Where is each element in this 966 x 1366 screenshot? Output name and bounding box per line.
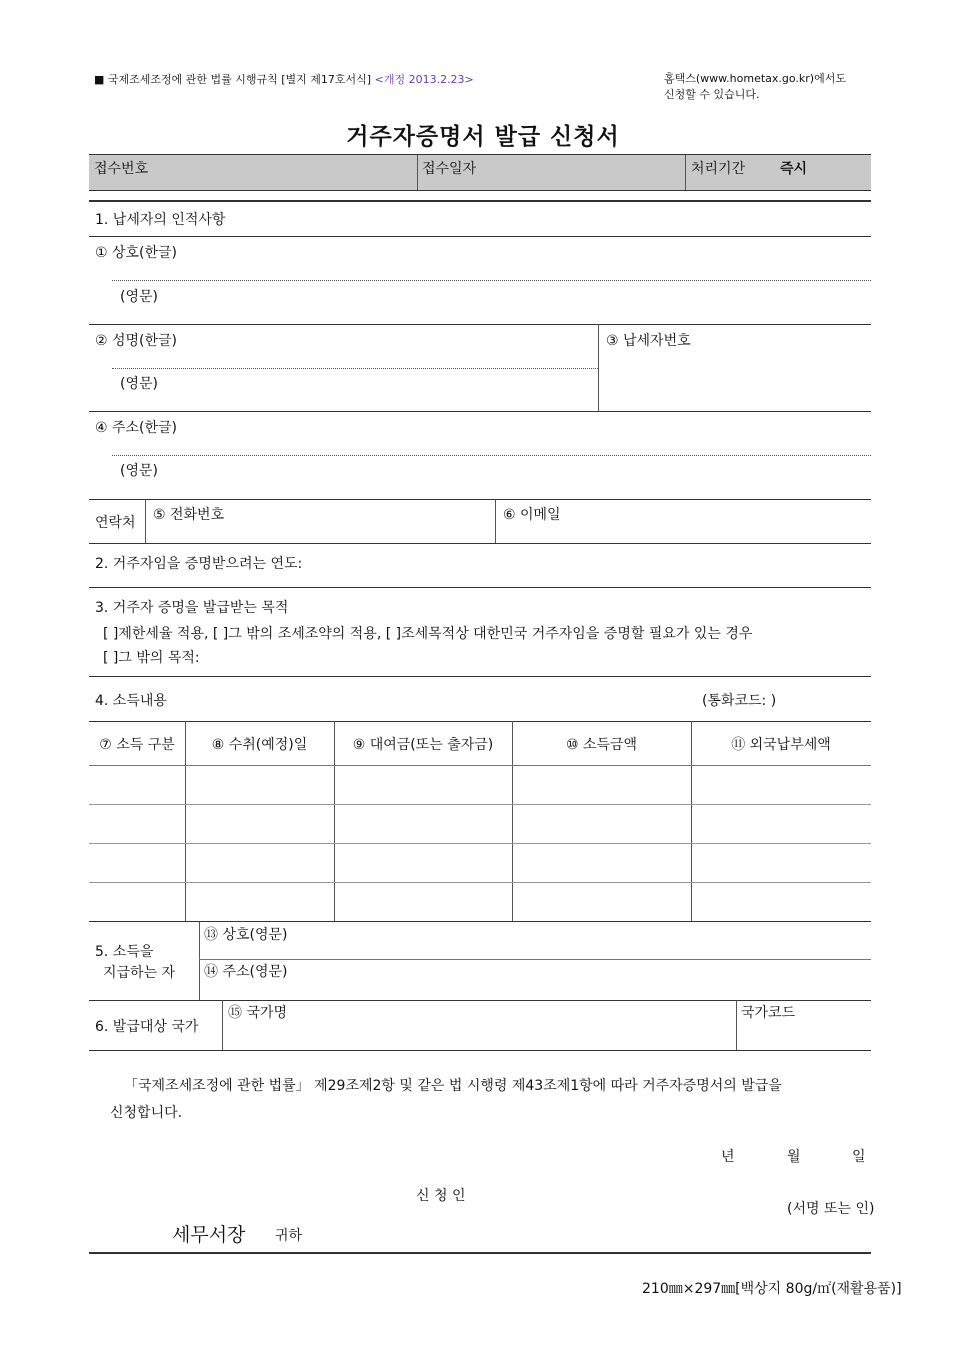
declaration-line2: 신청합니다.	[110, 1105, 183, 1121]
receipt-number-label: 접수번호	[94, 161, 149, 177]
section2-heading[interactable]: 2. 거주자임을 증명받으려는 연도:	[95, 556, 303, 572]
receipt-row	[89, 154, 871, 191]
processing-period-value: 즉시	[780, 161, 808, 177]
col-loan-amount: ⑨ 대여금(또는 출자금)	[352, 737, 494, 753]
processing-period-label: 처리기간	[691, 161, 746, 177]
contact-label: 연락처	[95, 515, 136, 531]
date-month[interactable]: 월	[787, 1149, 801, 1165]
currency-code-label[interactable]: (통화코드: )	[702, 693, 777, 709]
address-kr-label[interactable]: ④ 주소(한글)	[95, 420, 178, 436]
honorific: 귀하	[275, 1228, 303, 1244]
country-name-label[interactable]: ⑮ 국가명	[228, 1005, 288, 1021]
section5-heading-line2: 지급하는 자	[103, 965, 176, 981]
date-year[interactable]: 년	[721, 1149, 735, 1165]
phone-label[interactable]: ⑤ 전화번호	[153, 507, 225, 523]
paper-spec: 210㎜×297㎜[백상지 80g/㎡(재활용품)]	[642, 1281, 902, 1297]
form-basis: ■ 국제조세조정에 관한 법률 시행규칙 [별지 제17호서식] <개정 2013.2.23>	[94, 73, 474, 86]
name-kr-label[interactable]: ② 성명(한글)	[95, 333, 178, 349]
col-receipt-date: ⑧ 수취(예정)일	[211, 737, 308, 753]
page-title: 거주자증명서 발급 신청서	[346, 124, 620, 150]
applicant-label: 신 청 인	[416, 1188, 466, 1204]
col-income-amount: ⑩ 소득금액	[565, 737, 638, 753]
col-income-type: ⑦ 소득 구분	[99, 737, 175, 753]
country-code-label[interactable]: 국가코드	[741, 1005, 796, 1021]
date-day[interactable]: 일	[852, 1149, 866, 1165]
address-en-label[interactable]: (영문)	[120, 463, 158, 479]
section5-heading-line1: 5. 소득을	[95, 944, 154, 960]
email-label[interactable]: ⑥ 이메일	[503, 507, 561, 523]
purpose-options-line2[interactable]: [ ]그 밖의 목적:	[103, 650, 200, 666]
revision-note: <개정 2013.2.23>	[374, 73, 474, 86]
section4-heading: 4. 소득내용	[95, 693, 167, 709]
receipt-date-label: 접수일자	[422, 161, 477, 177]
payer-company-en-label[interactable]: ⑬ 상호(영문)	[204, 927, 288, 943]
company-kr-label[interactable]: ① 상호(한글)	[95, 245, 178, 261]
section6-heading: 6. 발급대상 국가	[95, 1019, 199, 1035]
col-foreign-tax: ⑪ 외국납부세액	[731, 737, 831, 753]
income-table-body[interactable]	[89, 766, 871, 921]
section3-heading: 3. 거주자 증명을 발급받는 목적	[95, 600, 289, 616]
tax-office-head: 세무서장	[172, 1224, 246, 1246]
taxpayer-number-label[interactable]: ③ 납세자번호	[606, 333, 691, 349]
hometax-note: 홈택스(www.hometax.go.kr)에서도 신청할 수 있습니다.	[664, 72, 846, 101]
company-en-label[interactable]: (영문)	[120, 289, 158, 305]
purpose-options-line1[interactable]: [ ]제한세율 적용, [ ]그 밖의 조세조약의 적용, [ ]조세목적상 대한민국 거주자임을 증명할 필요가 있는 경우	[103, 626, 753, 642]
section1-heading: 1. 납세자의 인적사항	[95, 212, 226, 228]
name-en-label[interactable]: (영문)	[120, 376, 158, 392]
signature-hint[interactable]: (서명 또는 인)	[787, 1201, 875, 1217]
declaration-line1: 「국제조세조정에 관한 법률」 제29조제2항 및 같은 법 시행령 제43조제1항에 따라 거주자증명서의 발급을	[124, 1078, 782, 1094]
payer-address-en-label[interactable]: ⑭ 주소(영문)	[204, 964, 288, 980]
